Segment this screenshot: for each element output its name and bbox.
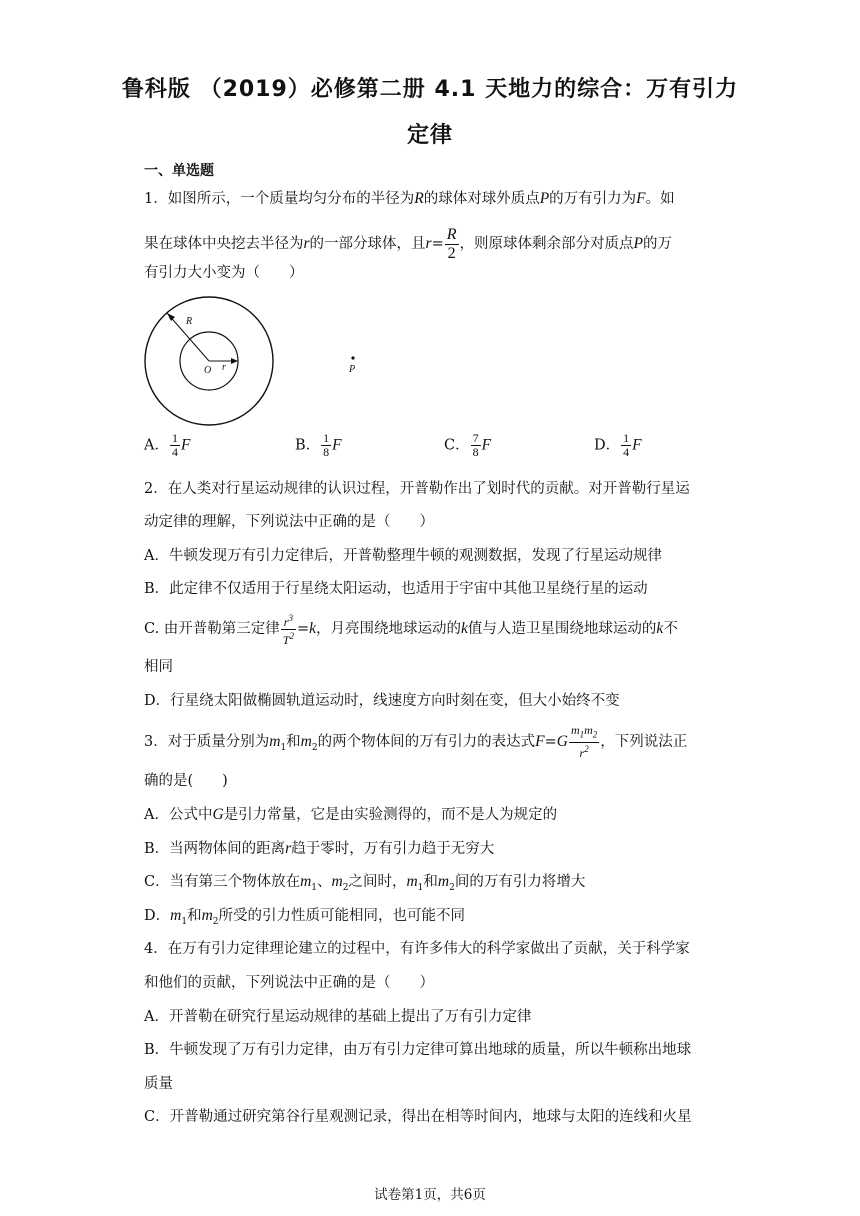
q2-option-c[interactable]: C. 由开普勒第三定律 $\frac{r^3}{T^2}$ =k，月亮围绕地球运动的k值与人造卫星围绕地球运动的k不 xyxy=(144,612,678,647)
page-title-line-1: 鲁科版 （2019）必修第二册 4.1 天地力的综合：万有引力 xyxy=(121,77,739,102)
q4-option-b-line-2: 质量 xyxy=(144,1076,173,1092)
label-R: R xyxy=(186,316,193,327)
page-footer: 试卷第1页，共6页 xyxy=(374,1187,486,1203)
q3-option-d[interactable]: D．$m_1$和$m_2$所受的引力性质可能相同，也可能不同 xyxy=(144,907,466,927)
section-heading: 一、单选题 xyxy=(144,163,214,179)
q1-line-2: 果在球体中央挖去半径为r的一部分球体，且r= $\frac{R}{2}$ ，则原球体剩余部分对质点P的万 xyxy=(144,225,672,262)
q2-line-2: 动定律的理解，下列说法中正确的是（ ） xyxy=(144,514,434,530)
q3-option-b[interactable]: B．当两物体间的距离r趋于零时，万有引力趋于无穷大 xyxy=(144,840,495,857)
q1-option-d[interactable]: D． $\frac{1}{4}$ F xyxy=(594,431,642,459)
q4-option-a[interactable]: A．开普勒在研究行星运动规律的基础上提出了万有引力定律 xyxy=(144,1009,532,1025)
radius-R-arrowhead xyxy=(167,313,175,321)
q3-option-c[interactable]: C．当有第三个物体放在$m_1$、$m_2$之间时，$m_1$和$m_2$间的万有引力将增大 xyxy=(144,873,586,893)
page-title-line-2: 定律 xyxy=(406,123,453,148)
q2-option-c-line-2: 相同 xyxy=(144,659,173,675)
q4-option-b[interactable]: B．牛顿发现了万有引力定律，由万有引力定律可算出地球的质量，所以牛顿称出地球 xyxy=(144,1042,692,1058)
q2-line-1: 2．在人类对行星运动规律的认识过程，开普勒作出了划时代的贡献。对开普勒行星运 xyxy=(144,481,690,497)
label-O: O xyxy=(204,365,212,376)
q3-line-2: 确的是( ) xyxy=(144,773,228,789)
q3-option-a[interactable]: A．公式中G是引力常量，它是由实验测得的，而不是人为规定的 xyxy=(144,806,558,823)
label-P: P xyxy=(349,364,356,375)
q2-option-b[interactable]: B．此定律不仅适用于行星绕太阳运动，也适用于宇宙中其他卫星绕行星的运动 xyxy=(144,581,648,597)
q1-option-b[interactable]: B． $\frac{1}{8}$ F xyxy=(295,431,342,459)
q2-option-a[interactable]: A．牛顿发现万有引力定律后，开普勒整理牛顿的观测数据，发现了行星运动规律 xyxy=(144,548,662,564)
q1-line-1: 1．如图所示，一个质量均匀分布的半径为R的球体对球外质点P的万有引力为F。如 xyxy=(144,190,675,207)
point-P-dot xyxy=(351,356,354,359)
q4-line-2: 和他们的贡献，下列说法中正确的是（ ） xyxy=(144,975,434,991)
gravitation-formula-fraction: $\frac{m_1m_2}{r^2}$ xyxy=(570,723,598,760)
q1-option-a[interactable]: A． $\frac{1}{4}$ F xyxy=(144,431,191,459)
radius-r-arrowhead xyxy=(231,358,238,364)
q1-fraction: $\frac{R}{2}$ xyxy=(446,225,457,262)
label-r: r xyxy=(222,362,226,373)
q1-sphere-figure xyxy=(140,294,380,430)
q2-option-d[interactable]: D．行星绕太阳做椭圆轨道运动时，线速度方向时刻在变，但大小始终不变 xyxy=(144,693,620,709)
q4-line-1: 4．在万有引力定律理论建立的过程中，有许多伟大的科学家做出了贡献，关于科学家 xyxy=(144,941,690,957)
q3-line-1: 3．对于质量分别为$m_1$和$m_2$的两个物体间的万有引力的表达式F=G $\frac{m_1m_2}{r^2}$ ，下列说法正 xyxy=(144,723,688,760)
q1-line-3: 有引力大小变为（ ） xyxy=(144,265,304,281)
kepler-third-law-fraction: $\frac{r^3}{T^2}$ xyxy=(282,612,294,647)
q4-option-c[interactable]: C．开普勒通过研究第谷行星观测记录，得出在相等时间内，地球与太阳的连线和火星 xyxy=(144,1109,692,1125)
q1-option-c[interactable]: C． $\frac{7}{8}$ F xyxy=(444,431,492,459)
